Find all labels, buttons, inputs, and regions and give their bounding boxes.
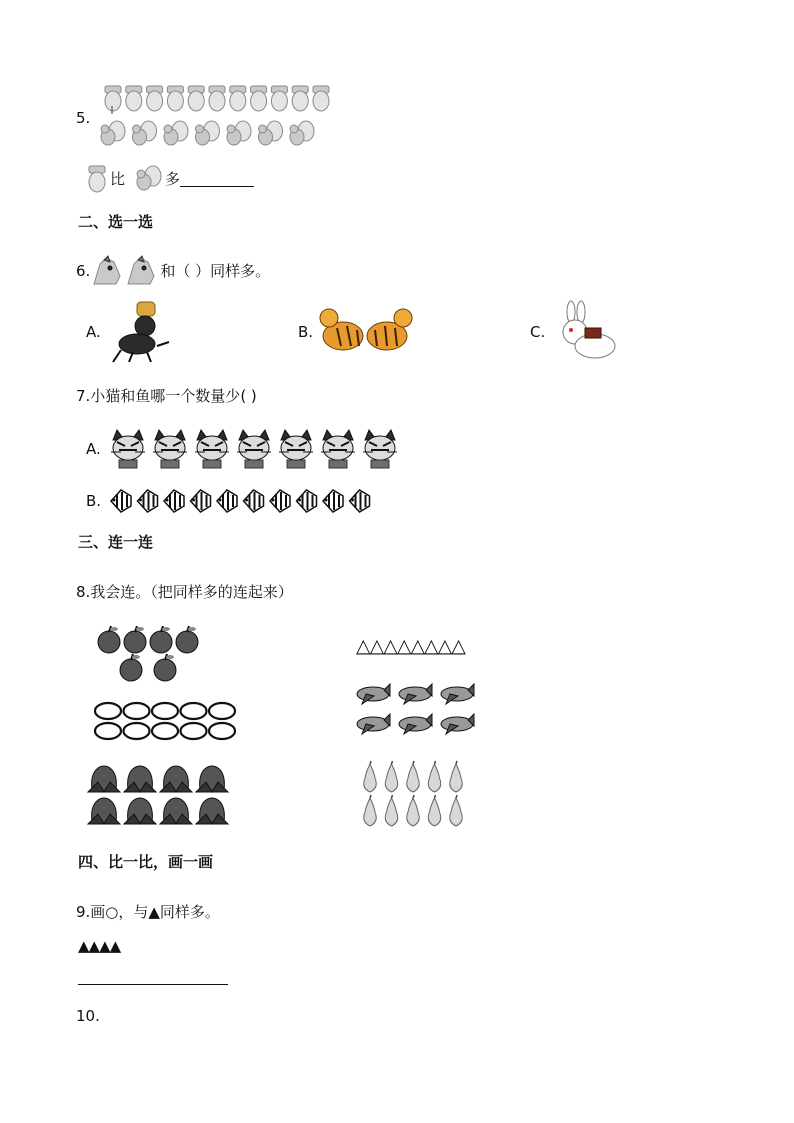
fish-icon — [164, 490, 184, 512]
pear-icon — [407, 761, 419, 792]
q9-answer-line[interactable] — [78, 984, 228, 985]
acorn-row — [100, 84, 332, 114]
pear-icon — [385, 795, 397, 826]
apple-group[interactable] — [96, 626, 206, 684]
apple-icon — [120, 654, 142, 681]
cat-icon — [237, 430, 271, 468]
q7-option-b[interactable] — [86, 486, 377, 516]
squirrel-row — [96, 118, 328, 150]
pear-group[interactable] — [358, 760, 470, 830]
q7-option-a-label: A. — [86, 440, 101, 458]
squirrel-icon — [101, 121, 125, 145]
cat-icon-group — [107, 428, 407, 470]
apple-icon — [98, 626, 120, 653]
ring-icon — [181, 723, 207, 739]
squirrel-icon — [133, 164, 163, 194]
q5-compare-word: 比 — [110, 170, 126, 188]
section-2-title: 二、选一选 — [78, 213, 154, 231]
plane-icon — [399, 714, 432, 734]
cat-icon — [153, 430, 187, 468]
fish-icon — [111, 490, 131, 512]
rabbit-icon — [551, 300, 621, 364]
q9-triangles: ▲▲▲▲ — [78, 937, 121, 955]
ring-group[interactable] — [92, 700, 240, 742]
pear-icon — [450, 761, 462, 792]
q10-number: 10. — [76, 1007, 100, 1025]
ant-icon — [107, 300, 177, 364]
squirrel-icon — [290, 121, 314, 145]
plane-icon — [441, 714, 474, 734]
acorn-icon — [147, 86, 163, 111]
pear-icon — [407, 795, 419, 826]
q7-question-text: 7.小猫和鱼哪一个数量少( ) — [76, 387, 257, 405]
ring-icon — [152, 703, 178, 719]
plane-group[interactable] — [354, 680, 480, 742]
bud-icon — [88, 798, 120, 824]
q6-question-text: 和（ ）同样多。 — [160, 262, 271, 280]
q8-question-text: 8.我会连。（把同样多的连起来） — [76, 583, 293, 601]
apple-icon — [150, 626, 172, 653]
bud-icon — [124, 766, 156, 792]
pear-icon — [450, 795, 462, 826]
q6-option-c-label: C. — [530, 323, 546, 341]
bud-icon — [88, 766, 120, 792]
q7-option-a[interactable] — [86, 428, 407, 470]
bud-icon — [160, 798, 192, 824]
acorn-icon — [209, 86, 225, 111]
cat-icon — [111, 430, 145, 468]
bud-icon — [124, 798, 156, 824]
q5-more-word: 多 — [165, 170, 181, 188]
fish-icon — [297, 490, 317, 512]
q6-option-c[interactable] — [530, 300, 621, 364]
plane-icon — [357, 714, 390, 734]
acorn-icon — [271, 86, 287, 111]
ring-icon — [209, 723, 235, 739]
ring-icon — [95, 723, 121, 739]
q6-line — [76, 254, 270, 288]
fish-icon — [323, 490, 343, 512]
ring-icon — [181, 703, 207, 719]
fish-icon-group — [107, 486, 377, 516]
horse-icon — [90, 254, 160, 288]
acorn-icon-group — [100, 84, 332, 114]
squirrel-icon — [259, 121, 283, 145]
ring-icon — [152, 723, 178, 739]
pear-icon — [364, 795, 376, 826]
apple-icon-group — [96, 626, 206, 684]
pear-icon — [364, 761, 376, 792]
q6-option-a[interactable] — [86, 300, 177, 364]
squirrel-icon — [196, 121, 220, 145]
ring-icon — [95, 703, 121, 719]
acorn-icon — [313, 86, 329, 111]
fish-icon — [350, 490, 370, 512]
plane-icon-group — [354, 680, 480, 742]
section-3-title: 三、连一连 — [78, 533, 154, 551]
q6-option-b[interactable] — [298, 300, 415, 364]
pear-icon — [385, 761, 397, 792]
apple-icon — [124, 626, 146, 653]
bud-icon — [196, 766, 228, 792]
acorn-icon — [167, 86, 183, 111]
acorn-icon — [105, 86, 121, 111]
triangle-group[interactable]: △△△△△△△△ — [356, 635, 465, 657]
q5-answer-blank[interactable] — [180, 172, 254, 187]
tiger-icon — [319, 300, 415, 364]
plane-icon — [441, 684, 474, 704]
bud-icon — [196, 798, 228, 824]
acorn-icon — [86, 164, 108, 194]
squirrel-icon — [164, 121, 188, 145]
bud-icon-group — [86, 762, 236, 828]
cat-icon — [363, 430, 397, 468]
pear-icon — [428, 795, 440, 826]
acorn-icon — [292, 86, 308, 111]
q5-number: 5. — [76, 109, 91, 127]
fish-icon — [217, 490, 237, 512]
bud-icon — [160, 766, 192, 792]
q5-answer-line — [86, 164, 254, 194]
squirrel-icon-group — [96, 118, 328, 150]
bud-group[interactable] — [86, 762, 236, 828]
fish-icon — [138, 490, 158, 512]
q7-option-b-label: B. — [86, 492, 102, 510]
plane-icon — [357, 684, 390, 704]
fish-icon — [244, 490, 264, 512]
pear-icon-group — [358, 760, 470, 830]
q9-question-text: 9.画○，与▲同样多。 — [76, 903, 220, 921]
apple-icon — [176, 626, 198, 653]
q6-number: 6. — [76, 262, 91, 280]
q6-option-a-label: A. — [86, 323, 101, 341]
cat-icon — [321, 430, 355, 468]
ring-icon — [209, 703, 235, 719]
squirrel-icon — [227, 121, 251, 145]
fish-icon — [191, 490, 211, 512]
acorn-icon — [251, 86, 267, 111]
q6-option-b-label: B. — [298, 323, 314, 341]
cat-icon — [279, 430, 313, 468]
ring-icon — [124, 723, 150, 739]
acorn-icon — [126, 86, 142, 111]
apple-icon — [154, 654, 176, 681]
plane-icon — [399, 684, 432, 704]
acorn-icon — [188, 86, 204, 111]
pear-icon — [428, 761, 440, 792]
section-4-title: 四、比一比，画一画 — [78, 853, 214, 871]
cat-icon — [195, 430, 229, 468]
ring-icon — [124, 703, 150, 719]
fish-icon — [270, 490, 290, 512]
acorn-icon — [230, 86, 246, 111]
squirrel-icon — [133, 121, 157, 145]
ring-icon-group — [92, 700, 240, 742]
